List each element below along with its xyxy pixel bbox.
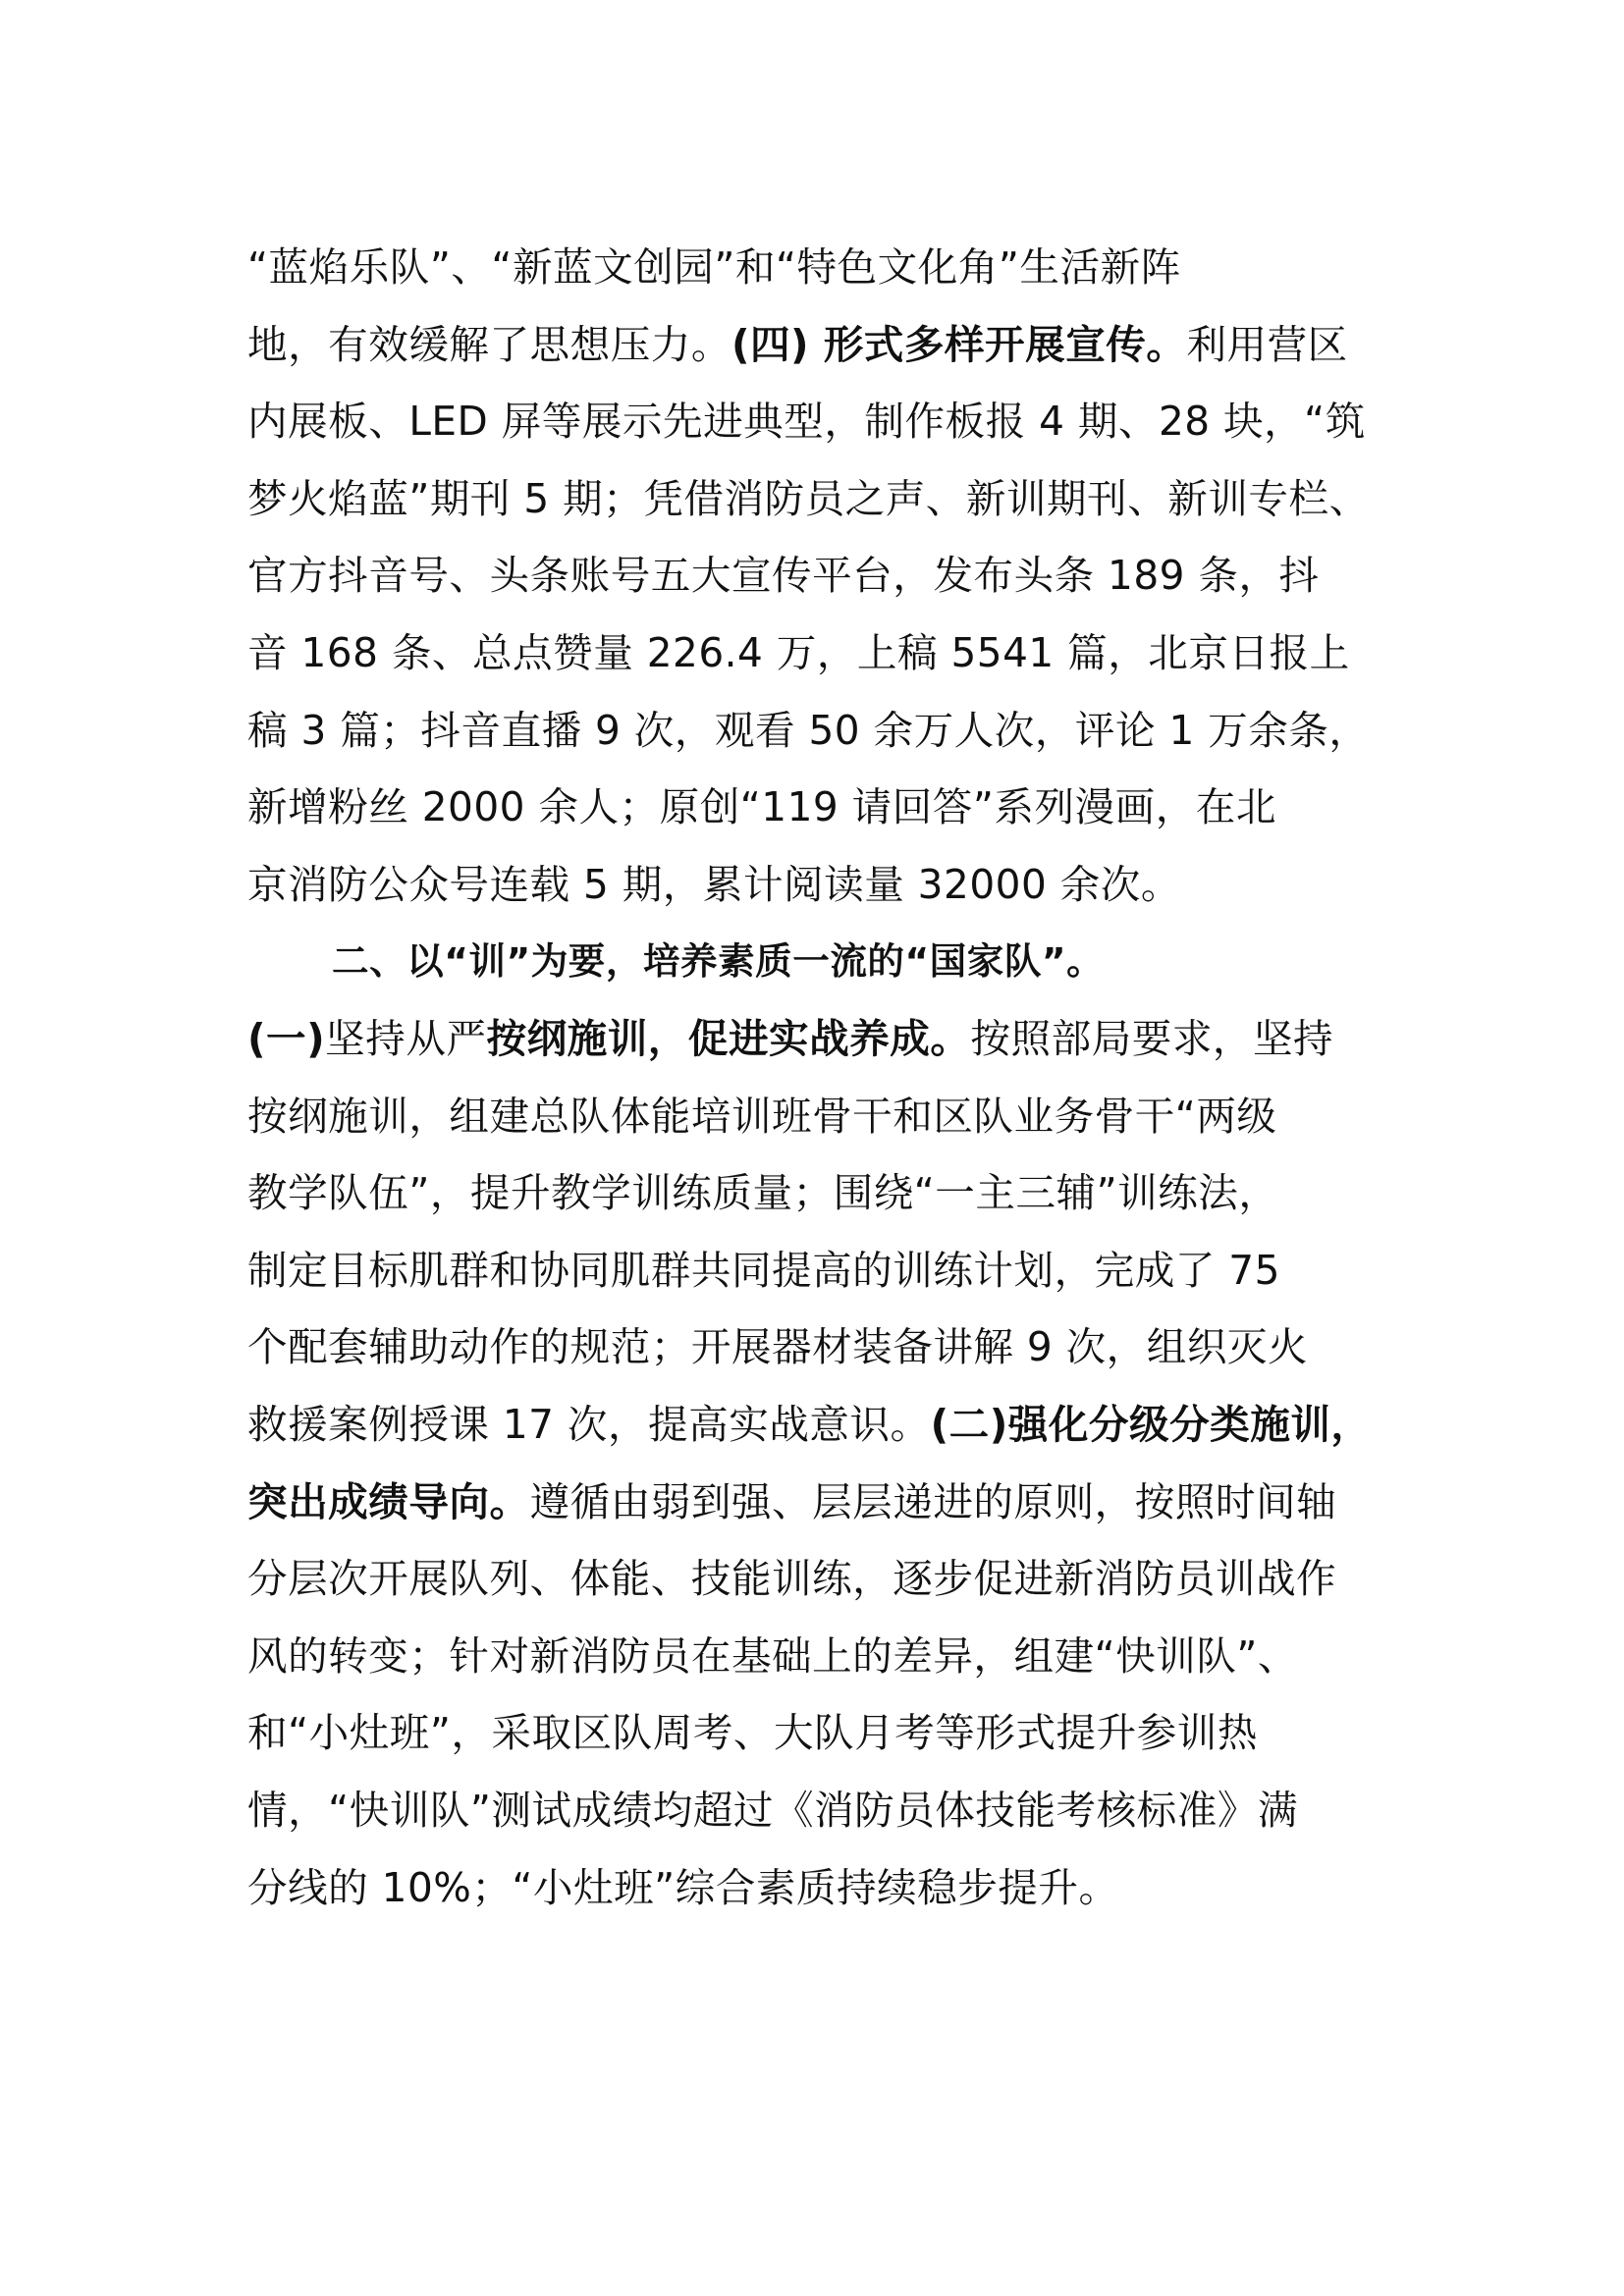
bold-text: 突出成绩导向。 [247,1477,530,1525]
text-line [247,999,1406,1078]
body-text: “蓝焰乐队”、“新蓝文创园”和“特色文化角”生活新阵 [247,243,1181,291]
bold-text: 按纲施训，促进实战养成。 [486,1015,971,1062]
text-line [247,382,1406,460]
text-line [247,1153,1406,1232]
body-text: 坚持从严 [325,1015,487,1062]
text-line [247,1693,1406,1772]
body-text: 情，“快训队”测试成绩均超过《消防员体技能考核标准》满 [247,1787,1298,1834]
body-text: 制定目标肌群和协同肌群共同提高的训练计划，完成了 75 [247,1246,1280,1294]
body-text: 救援案例授课 17 次，提高实战意识。 [247,1401,931,1448]
body-text: 教学队伍”，提升教学训练质量；围绕“一主三辅”训练法， [247,1169,1279,1217]
body-text: 和“小灶班”，采取区队周考、大队月考等形式提升参训热 [247,1709,1258,1757]
body-text: 个配套辅助动作的规范；开展器材装备讲解 9 次，组织灭火 [247,1323,1309,1371]
text-line [247,1231,1406,1309]
body-text: 京消防公众号连载 5 期，累计阅读量 32000 余次。 [247,860,1181,908]
body-text: 利用营区 [1186,320,1348,368]
text-line [247,1077,1406,1155]
text-line [247,305,1406,384]
text-line [247,845,1406,924]
text-line [247,1539,1406,1618]
body-text: 地，有效缓解了思想压力。 [247,320,731,368]
text-line [247,691,1406,770]
text-line [247,228,1406,306]
body-text: 稿 3 篇；抖音直播 9 次，观看 50 余万人次，评论 1 万余条， [247,706,1370,754]
bold-text: (四) 形式多样开展宣传。 [731,320,1187,368]
body-text: 遵循由弱到强、层层递进的原则，按照时间轴 [529,1477,1337,1525]
body-text: 分线的 10%；“小灶班”综合素质持续稳步提升。 [247,1863,1119,1911]
body-text: 按照部局要求，坚持 [970,1015,1334,1062]
text-line [247,536,1406,614]
text-line [247,1617,1406,1695]
section-heading [332,922,1490,1000]
body-text: 按纲施训，组建总队体能培训班骨干和区队业务骨干“两级 [247,1092,1277,1140]
text-line [247,1463,1406,1541]
body-text: 分层次开展队列、体能、技能训练，逐步促进新消防员训战作 [247,1555,1337,1603]
bold-text: 二、以“训”为要，培养素质一流的“国家队”。 [332,939,1105,984]
bold-text: (一) [247,1015,326,1062]
text-line [247,1771,1406,1849]
body-text: 音 168 条、总点赞量 226.4 万，上稿 5541 篇，北京日报上 [247,629,1350,676]
bold-text: (二)强化分级分类施训， [930,1401,1372,1448]
text-line [247,1848,1406,1927]
body-text: 新增粉丝 2000 余人；原创“119 请回答”系列漫画，在北 [247,783,1276,831]
text-line [247,614,1406,692]
body-text: 风的转变；针对新消防员在基础上的差异，组建“快训队”、 [247,1631,1298,1680]
text-line [247,768,1406,846]
body-text: 官方抖音号、头条账号五大宣传平台，发布头条 189 条，抖 [247,552,1320,600]
body-text: 内展板、LED 屏等展示先进典型，制作板报 4 期、28 块，“筑 [247,398,1366,446]
text-line [247,1308,1406,1386]
body-text: 梦火焰蓝”期刊 5 期；凭借消防员之声、新训期刊、新训专栏、 [247,474,1370,522]
text-line [247,459,1406,538]
text-line [247,1385,1406,1464]
